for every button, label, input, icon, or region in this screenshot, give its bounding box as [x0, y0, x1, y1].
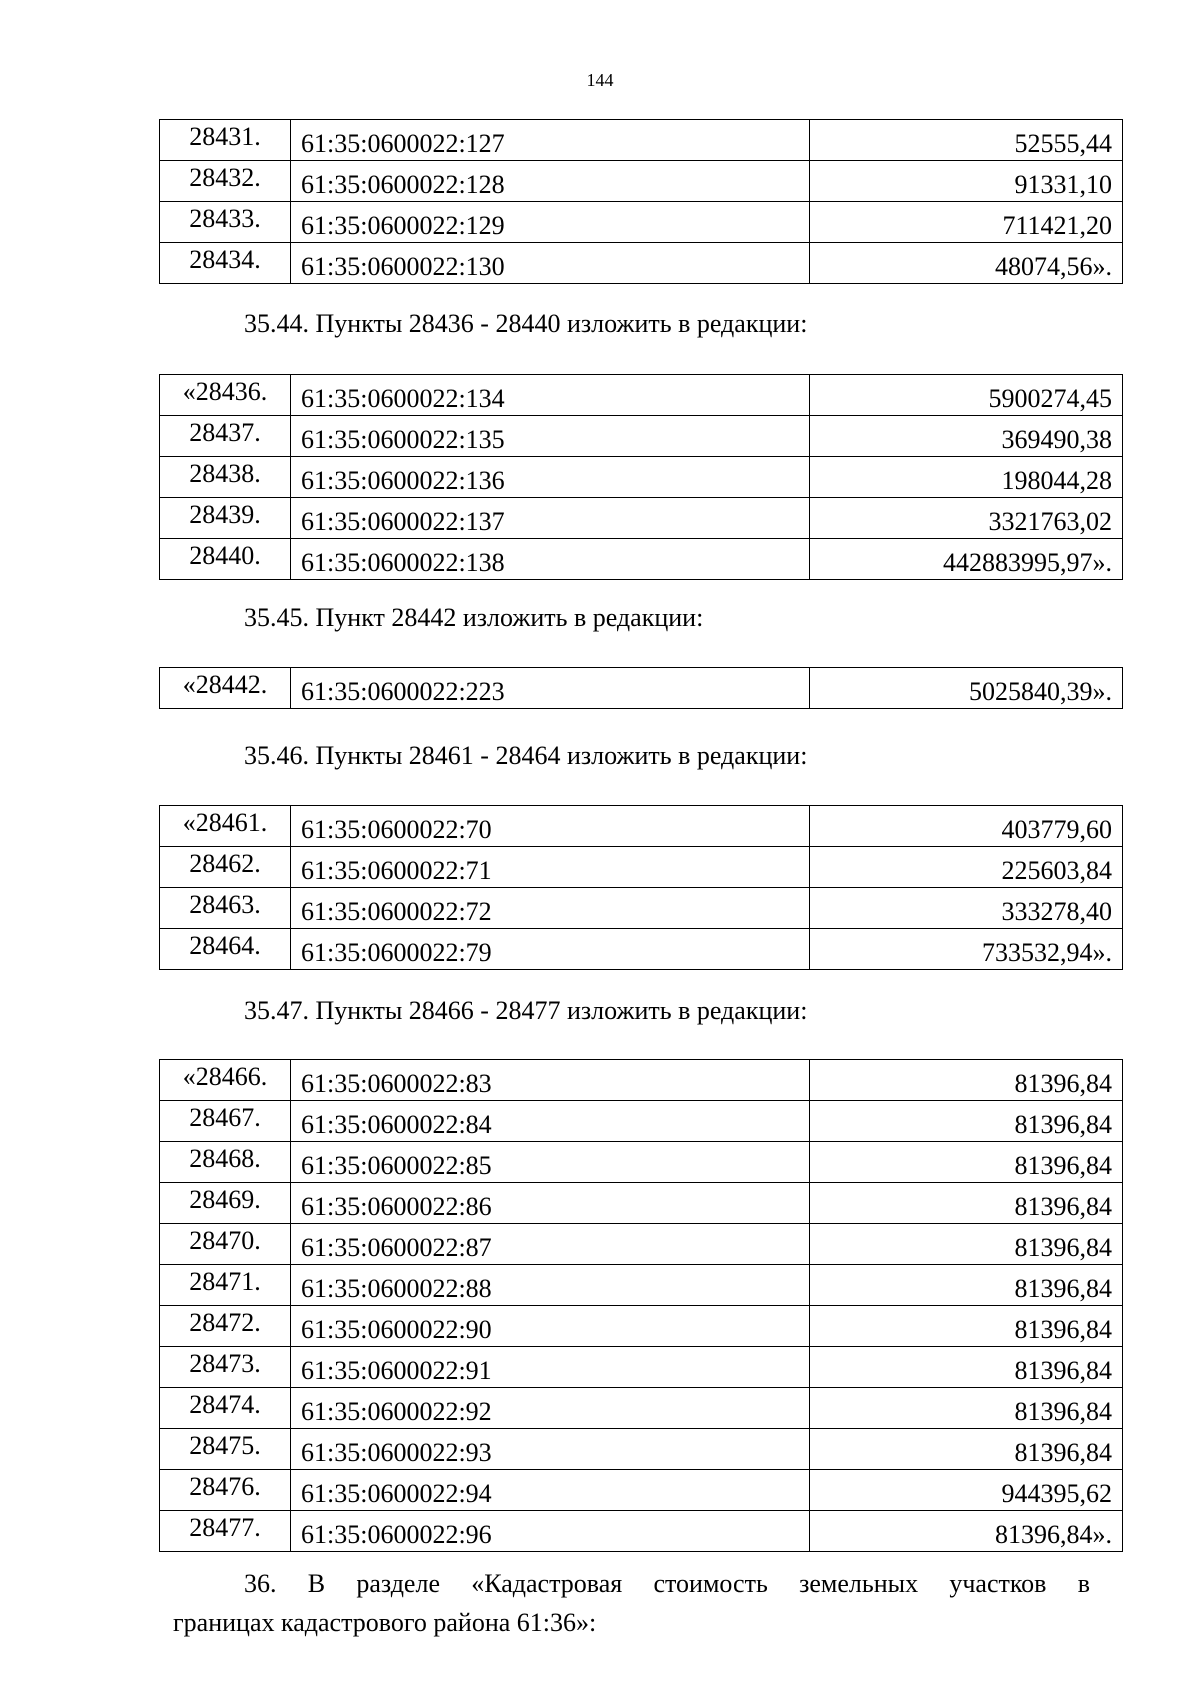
cadastral-number-cell: 61:35:0600022:90: [291, 1306, 810, 1347]
cadastral-value-cell: 81396,84: [810, 1183, 1123, 1224]
cadastral-table-5: [159, 1059, 1123, 1552]
row-number-cell: 28472.: [160, 1306, 291, 1347]
row-number-cell: 28476.: [160, 1470, 291, 1511]
row-number-cell: 28477.: [160, 1511, 291, 1552]
table-row: [160, 888, 1123, 929]
table-row: [160, 1224, 1123, 1265]
table-row: [160, 202, 1123, 243]
row-number-cell: 28432.: [160, 161, 291, 202]
cadastral-number-cell: 61:35:0600022:127: [291, 120, 810, 161]
cadastral-number-cell: 61:35:0600022:86: [291, 1183, 810, 1224]
section-heading-35-45: 35.45. Пункт 28442 изложить в редакции:: [244, 603, 704, 632]
cadastral-value-cell: 5025840,39».: [810, 668, 1123, 709]
table-row: [160, 1142, 1123, 1183]
cadastral-value-cell: 52555,44: [810, 120, 1123, 161]
table-row: [160, 539, 1123, 580]
cadastral-value-cell: 733532,94».: [810, 929, 1123, 970]
row-number-cell: 28475.: [160, 1429, 291, 1470]
table-row: [160, 243, 1123, 284]
row-number-cell: 28464.: [160, 929, 291, 970]
cadastral-number-cell: 61:35:0600022:135: [291, 416, 810, 457]
table-row: [160, 416, 1123, 457]
cadastral-number-cell: 61:35:0600022:92: [291, 1388, 810, 1429]
row-number-cell: 28437.: [160, 416, 291, 457]
table-row: [160, 1429, 1123, 1470]
cadastral-value-cell: 91331,10: [810, 161, 1123, 202]
cadastral-value-cell: 81396,84: [810, 1224, 1123, 1265]
section-heading-35-47: 35.47. Пункты 28466 - 28477 изложить в редакции:: [244, 996, 808, 1025]
table-row: [160, 806, 1123, 847]
row-number-cell: 28463.: [160, 888, 291, 929]
cadastral-number-cell: 61:35:0600022:71: [291, 847, 810, 888]
cadastral-value-cell: 81396,84: [810, 1101, 1123, 1142]
cadastral-value-cell: 3321763,02: [810, 498, 1123, 539]
table-row: [160, 498, 1123, 539]
cadastral-value-cell: 81396,84: [810, 1060, 1123, 1101]
table-row: [160, 375, 1123, 416]
page-number: 144: [586, 70, 614, 90]
cadastral-value-cell: 403779,60: [810, 806, 1123, 847]
cadastral-number-cell: 61:35:0600022:134: [291, 375, 810, 416]
row-number-cell: «28461.: [160, 806, 291, 847]
row-number-cell: «28466.: [160, 1060, 291, 1101]
row-number-cell: 28474.: [160, 1388, 291, 1429]
cadastral-value-cell: 333278,40: [810, 888, 1123, 929]
cadastral-number-cell: 61:35:0600022:130: [291, 243, 810, 284]
section-36-paragraph: [173, 1564, 1090, 1642]
table-row: [160, 1265, 1123, 1306]
cadastral-table-3: [159, 667, 1123, 709]
paragraph-line-2: границах кадастрового района 61:36»:: [173, 1608, 597, 1637]
table-row: [160, 929, 1123, 970]
cadastral-value-cell: 198044,28: [810, 457, 1123, 498]
cadastral-number-cell: 61:35:0600022:70: [291, 806, 810, 847]
cadastral-number-cell: 61:35:0600022:93: [291, 1429, 810, 1470]
row-number-cell: 28431.: [160, 120, 291, 161]
cadastral-value-cell: 81396,84: [810, 1388, 1123, 1429]
row-number-cell: «28442.: [160, 668, 291, 709]
row-number-cell: «28436.: [160, 375, 291, 416]
cadastral-value-cell: 442883995,97».: [810, 539, 1123, 580]
row-number-cell: 28434.: [160, 243, 291, 284]
section-heading-35-44: 35.44. Пункты 28436 - 28440 изложить в редакции:: [244, 309, 808, 338]
cadastral-number-cell: 61:35:0600022:83: [291, 1060, 810, 1101]
cadastral-value-cell: 81396,84: [810, 1142, 1123, 1183]
cadastral-number-cell: 61:35:0600022:91: [291, 1347, 810, 1388]
cadastral-number-cell: 61:35:0600022:87: [291, 1224, 810, 1265]
row-number-cell: 28440.: [160, 539, 291, 580]
cadastral-number-cell: 61:35:0600022:79: [291, 929, 810, 970]
table-row: [160, 847, 1123, 888]
cadastral-value-cell: 711421,20: [810, 202, 1123, 243]
cadastral-number-cell: 61:35:0600022:84: [291, 1101, 810, 1142]
row-number-cell: 28433.: [160, 202, 291, 243]
cadastral-value-cell: 944395,62: [810, 1470, 1123, 1511]
row-number-cell: 28467.: [160, 1101, 291, 1142]
table-row: [160, 1347, 1123, 1388]
table-row: [160, 1511, 1123, 1552]
cadastral-number-cell: 61:35:0600022:85: [291, 1142, 810, 1183]
cadastral-number-cell: 61:35:0600022:136: [291, 457, 810, 498]
table-row: [160, 668, 1123, 709]
row-number-cell: 28469.: [160, 1183, 291, 1224]
cadastral-number-cell: 61:35:0600022:129: [291, 202, 810, 243]
cadastral-number-cell: 61:35:0600022:88: [291, 1265, 810, 1306]
cadastral-table-2: [159, 374, 1123, 580]
cadastral-value-cell: 5900274,45: [810, 375, 1123, 416]
row-number-cell: 28473.: [160, 1347, 291, 1388]
table-row: [160, 1183, 1123, 1224]
table-row: [160, 457, 1123, 498]
table-row: [160, 1306, 1123, 1347]
cadastral-number-cell: 61:35:0600022:223: [291, 668, 810, 709]
cadastral-table-4: [159, 805, 1123, 970]
cadastral-value-cell: 81396,84: [810, 1306, 1123, 1347]
table-row: [160, 161, 1123, 202]
cadastral-value-cell: 81396,84».: [810, 1511, 1123, 1552]
cadastral-number-cell: 61:35:0600022:94: [291, 1470, 810, 1511]
row-number-cell: 28468.: [160, 1142, 291, 1183]
table-row: [160, 1060, 1123, 1101]
cadastral-value-cell: 81396,84: [810, 1429, 1123, 1470]
cadastral-number-cell: 61:35:0600022:137: [291, 498, 810, 539]
row-number-cell: 28471.: [160, 1265, 291, 1306]
cadastral-value-cell: 48074,56».: [810, 243, 1123, 284]
row-number-cell: 28462.: [160, 847, 291, 888]
cadastral-number-cell: 61:35:0600022:72: [291, 888, 810, 929]
table-row: [160, 120, 1123, 161]
table-row: [160, 1470, 1123, 1511]
cadastral-number-cell: 61:35:0600022:96: [291, 1511, 810, 1552]
row-number-cell: 28470.: [160, 1224, 291, 1265]
cadastral-value-cell: 225603,84: [810, 847, 1123, 888]
paragraph-line-1: 36. В разделе «Кадастровая стоимость земельных участков в: [244, 1569, 1090, 1598]
section-heading-35-46: 35.46. Пункты 28461 - 28464 изложить в редакции:: [244, 741, 808, 770]
cadastral-number-cell: 61:35:0600022:138: [291, 539, 810, 580]
cadastral-table-1: [159, 119, 1123, 284]
cadastral-value-cell: 81396,84: [810, 1347, 1123, 1388]
table-row: [160, 1388, 1123, 1429]
cadastral-value-cell: 81396,84: [810, 1265, 1123, 1306]
row-number-cell: 28438.: [160, 457, 291, 498]
cadastral-number-cell: 61:35:0600022:128: [291, 161, 810, 202]
table-row: [160, 1101, 1123, 1142]
cadastral-value-cell: 369490,38: [810, 416, 1123, 457]
row-number-cell: 28439.: [160, 498, 291, 539]
